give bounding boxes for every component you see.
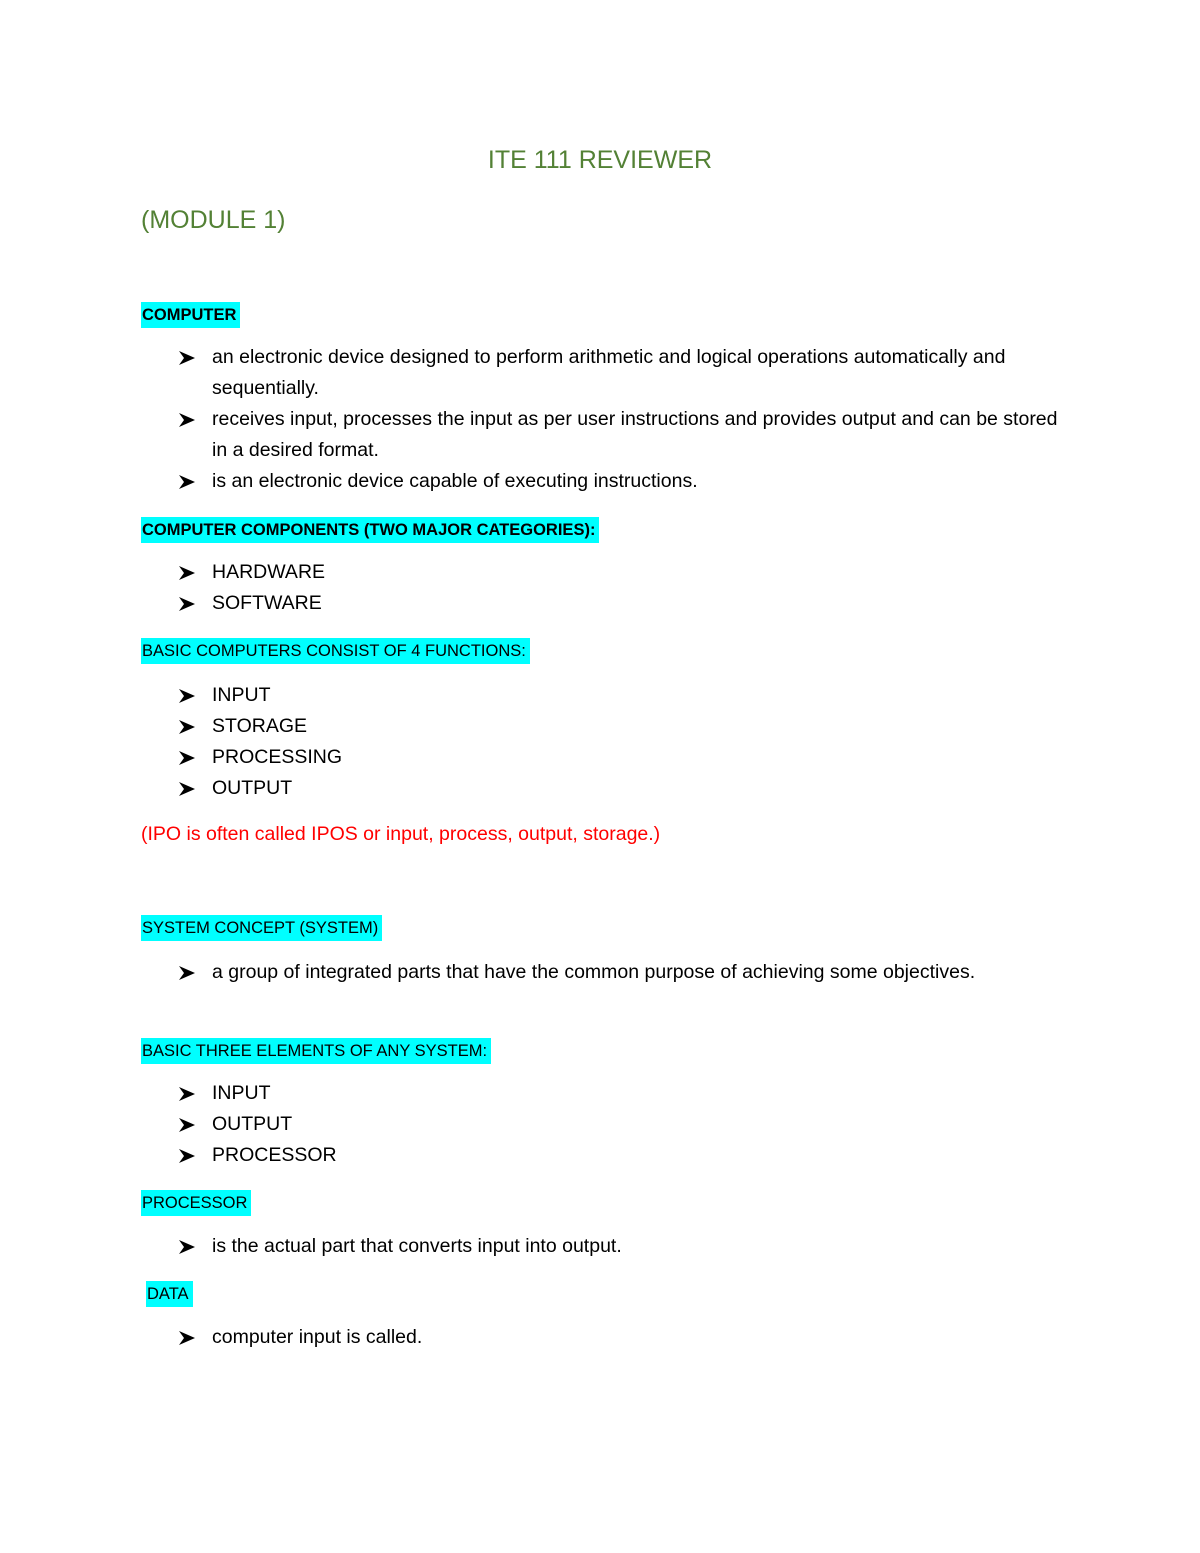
arrowhead-bullet-icon [178,742,198,773]
bullet-list-basic-functions [0,680,1200,804]
list-item [0,404,1062,466]
bullet-list-data [0,1322,1200,1353]
section-heading-three-elements: BASIC THREE ELEMENTS OF ANY SYSTEM: [141,1038,491,1064]
ipo-note: (IPO is often called IPOS or input, process, output, storage.) [141,823,661,845]
arrowhead-bullet-icon [178,466,198,497]
list-item [0,342,1062,404]
section-heading-computer: COMPUTER [141,302,240,328]
list-item [0,680,1062,711]
arrowhead-bullet-icon [178,1078,198,1109]
list-item [0,557,1062,588]
bullet-text: an electronic device designed to perform arithmetic and logical operations automatically and sequentially. [212,346,1006,399]
arrowhead-bullet-icon [178,1231,198,1262]
bullet-text: HARDWARE [212,561,326,583]
arrowhead-bullet-icon [178,588,198,619]
bullet-text: OUTPUT [212,777,293,799]
list-item [0,1231,1062,1262]
list-item [0,1109,1062,1140]
document-title: ITE 111 REVIEWER [487,146,713,174]
section-heading-computer-components: COMPUTER COMPONENTS (TWO MAJOR CATEGORIES): [141,517,599,543]
list-item [0,711,1062,742]
arrowhead-bullet-icon [178,557,198,588]
list-item [0,1322,1062,1353]
section-heading-processor: PROCESSOR [141,1190,251,1216]
list-item [0,466,1062,497]
bullet-text: OUTPUT [212,1113,293,1135]
bullet-list-processor [0,1231,1200,1262]
arrowhead-bullet-icon [178,342,198,373]
arrowhead-bullet-icon [178,1322,198,1353]
bullet-text: SOFTWARE [212,592,322,614]
bullet-text: computer input is called. [212,1326,423,1348]
module-heading: (MODULE 1) [141,206,286,234]
section-heading-basic-functions: BASIC COMPUTERS CONSIST OF 4 FUNCTIONS: [141,638,530,664]
list-item [0,742,1062,773]
bullet-text: a group of integrated parts that have the common purpose of achieving some objectives. [212,961,976,983]
bullet-text: INPUT [212,684,271,706]
list-item [0,1078,1062,1109]
bullet-text: STORAGE [212,715,307,737]
arrowhead-bullet-icon [178,711,198,742]
arrowhead-bullet-icon [178,1140,198,1171]
list-item [0,957,1062,988]
section-heading-data: DATA [146,1281,193,1307]
bullet-text: PROCESSING [212,746,343,768]
bullet-text: is an electronic device capable of executing instructions. [212,470,698,492]
arrowhead-bullet-icon [178,773,198,804]
arrowhead-bullet-icon [178,957,198,988]
bullet-list-computer-components [0,557,1200,619]
bullet-text: PROCESSOR [212,1144,337,1166]
arrowhead-bullet-icon [178,404,198,435]
bullet-text: receives input, processes the input as per user instructions and provides output and can be stored in a desired format. [212,408,1058,461]
bullet-list-three-elements [0,1078,1200,1171]
section-heading-system-concept: SYSTEM CONCEPT (SYSTEM) [141,915,382,941]
bullet-list-system-concept [0,957,1200,988]
bullet-text: is the actual part that converts input into output. [212,1235,622,1257]
arrowhead-bullet-icon [178,1109,198,1140]
list-item [0,588,1062,619]
bullet-list-computer [0,342,1200,497]
arrowhead-bullet-icon [178,680,198,711]
list-item [0,1140,1062,1171]
list-item [0,773,1062,804]
bullet-text: INPUT [212,1082,271,1104]
